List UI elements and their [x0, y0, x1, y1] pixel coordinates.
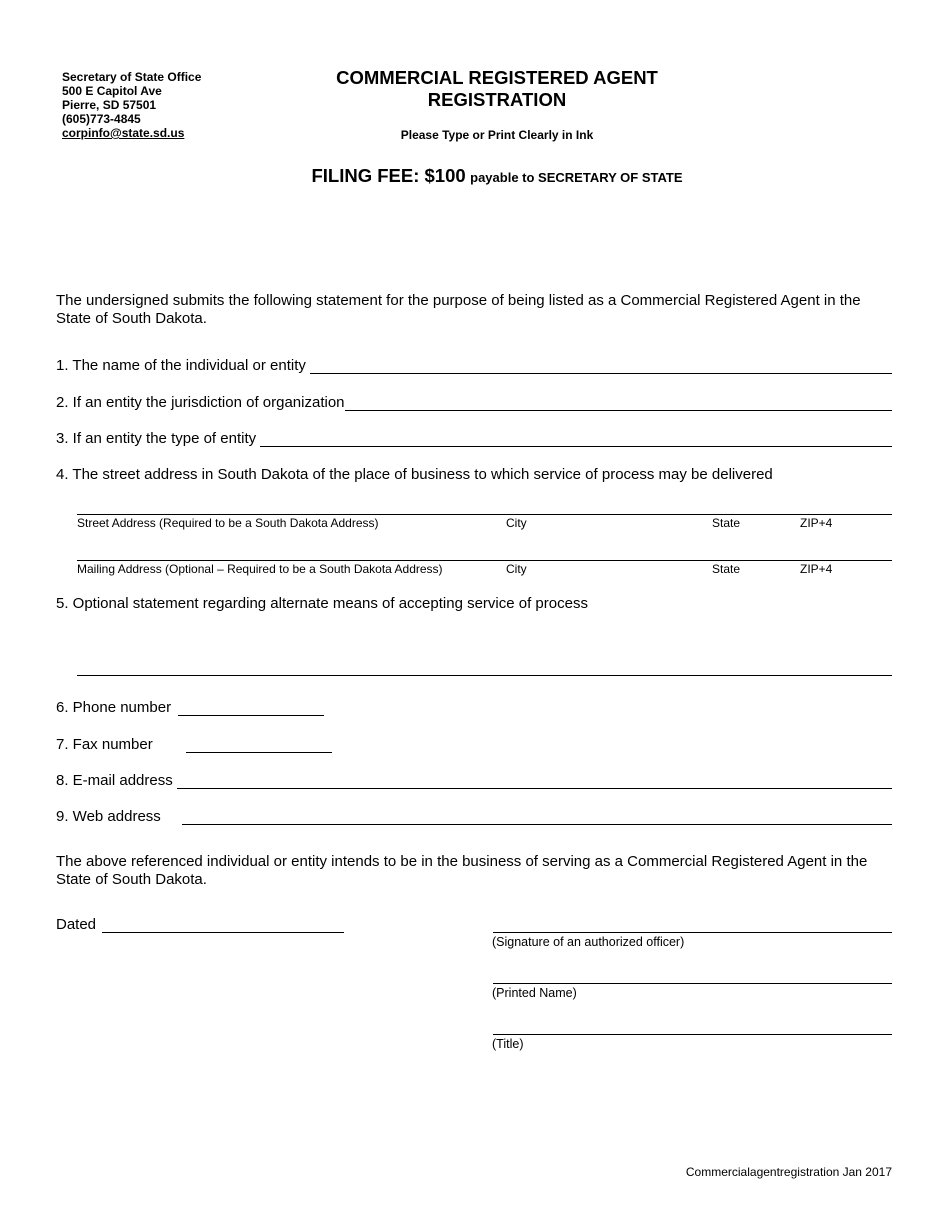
item-4-label: 4. The street address in South Dakota of the place of business to which service of process may be delivered — [56, 466, 773, 483]
mailing-city-label: City — [506, 562, 527, 576]
alternate-service-field[interactable] — [77, 675, 892, 676]
phone-field[interactable] — [178, 699, 324, 716]
street-address-field[interactable] — [77, 514, 892, 515]
dated-row — [56, 916, 344, 933]
dated-label: Dated — [56, 916, 97, 933]
dated-field[interactable] — [102, 916, 344, 933]
street-address-label: Street Address (Required to be a South Dakota Address) — [77, 516, 379, 530]
item-2-label: 2. If an entity the jurisdiction of organization — [56, 394, 345, 411]
item-7-row — [56, 736, 332, 753]
email-field[interactable] — [177, 772, 892, 789]
item-5-label: 5. Optional statement regarding alternate means of accepting service of process — [56, 595, 588, 612]
office-city: Pierre, SD 57501 — [62, 98, 157, 112]
form-subtitle: Please Type or Print Clearly in Ink — [400, 128, 594, 142]
item-8-label: 8. E-mail address — [56, 772, 173, 789]
printed-name-field[interactable] — [493, 983, 892, 984]
signature-field[interactable] — [493, 932, 892, 933]
jurisdiction-field[interactable] — [345, 394, 892, 411]
mailing-zip-label: ZIP+4 — [800, 562, 833, 576]
item-1-label: 1. The name of the individual or entity — [56, 357, 306, 374]
street-zip-label: ZIP+4 — [800, 516, 833, 530]
closing-statement: The above referenced individual or entity intends to be in the business of serving as a Commercial Registered Agent in the State of South Dakota. — [56, 853, 868, 888]
mailing-address-label: Mailing Address (Optional – Required to be a South Dakota Address) — [77, 562, 443, 576]
office-email-link[interactable]: corpinfo@state.sd.us — [62, 126, 185, 140]
mailing-state-label: State — [712, 562, 741, 576]
office-address-block — [62, 70, 201, 140]
item-6-row — [56, 699, 324, 716]
form-footer: Commercialagentregistration Jan 2017 — [685, 1165, 892, 1179]
printed-name-caption: (Printed Name) — [492, 986, 577, 1000]
office-phone: (605)773-4845 — [62, 112, 141, 126]
item-2-row — [56, 394, 892, 411]
office-name: Secretary of State Office — [62, 70, 202, 84]
filing-fee-payable: payable to SECRETARY OF STATE — [470, 170, 683, 185]
item-8-row — [56, 772, 892, 789]
item-9-label: 9. Web address — [56, 808, 161, 825]
form-title-line2: REGISTRATION — [427, 89, 567, 110]
item-3-label: 3. If an entity the type of entity — [56, 430, 257, 447]
item-9-row — [56, 808, 892, 825]
title-field[interactable] — [493, 1034, 892, 1035]
item-7-label: 7. Fax number — [56, 736, 153, 753]
street-city-label: City — [506, 516, 527, 530]
fax-field[interactable] — [186, 736, 332, 753]
mailing-address-field[interactable] — [77, 560, 892, 561]
form-title-line1: COMMERCIAL REGISTERED AGENT — [336, 67, 658, 88]
item-6-label: 6. Phone number — [56, 699, 172, 716]
office-street: 500 E Capitol Ave — [62, 84, 162, 98]
filing-fee-label: FILING FEE: $100 — [311, 165, 466, 186]
form-title — [300, 67, 694, 111]
entity-type-field[interactable] — [260, 430, 892, 447]
street-state-label: State — [712, 516, 741, 530]
item-3-row — [56, 430, 892, 447]
web-address-field[interactable] — [182, 808, 892, 825]
name-field[interactable] — [310, 357, 892, 374]
filing-fee — [200, 165, 794, 187]
signature-caption: (Signature of an authorized officer) — [492, 935, 685, 949]
title-caption: (Title) — [492, 1037, 524, 1051]
intro-statement: The undersigned submits the following statement for the purpose of being listed as a Commercial Registered Agent in the State of South Dakota. — [56, 292, 861, 327]
item-1-row — [56, 357, 892, 374]
